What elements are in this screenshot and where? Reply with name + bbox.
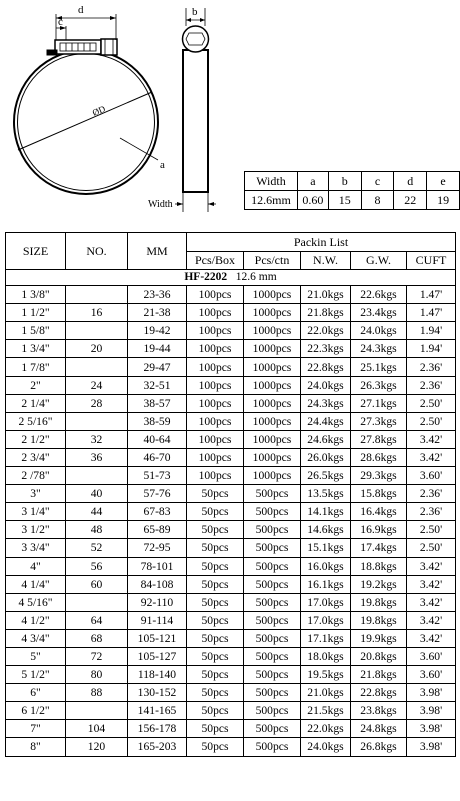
cell-nw: 19.5kgs [301,666,351,684]
cell-size: 2" [6,376,66,394]
cell-no: 32 [66,430,128,448]
cell-no: 68 [66,629,128,647]
dim-value: 12.6mm [245,191,298,210]
table-row [6,467,456,485]
table-row [6,340,456,358]
cell-mm: 92-110 [128,593,187,611]
table-row [6,539,456,557]
cell-nw: 22.3kgs [301,340,351,358]
cell-nw: 24.4kgs [301,412,351,430]
column-group-packing-list: Packin List [187,233,456,252]
cell-nw: 26.0kgs [301,448,351,466]
cell-size: 4 1/4" [6,575,66,593]
label-width: Width [148,199,173,210]
clamp-side-view [183,50,208,192]
cell-cuft: 2.50' [407,539,456,557]
table-row [6,412,456,430]
cell-nw: 21.5kgs [301,702,351,720]
cell-size: 6 1/2" [6,702,66,720]
cell-pcs-box: 50pcs [187,720,244,738]
column-header-pcs-box: Pcs/Box [187,252,244,270]
table-row [6,666,456,684]
cell-pcs-ctn: 500pcs [244,593,301,611]
dim-header: a [297,172,328,191]
cell-pcs-ctn: 500pcs [244,738,301,756]
label-d: d [78,4,84,16]
cell-no: 88 [66,684,128,702]
cell-cuft: 2.36' [407,358,456,376]
cell-gw: 20.8kgs [351,647,407,665]
column-header-size: SIZE [6,233,66,270]
cell-mm: 78-101 [128,557,187,575]
cell-pcs-ctn: 1000pcs [244,412,301,430]
cell-cuft: 2.36' [407,376,456,394]
cell-cuft: 3.98' [407,684,456,702]
cell-size: 6" [6,684,66,702]
cell-mm: 57-76 [128,485,187,503]
cell-mm: 67-83 [128,503,187,521]
cell-size: 4 1/2" [6,611,66,629]
cell-mm: 32-51 [128,376,187,394]
cell-nw: 13.5kgs [301,485,351,503]
cell-no [66,702,128,720]
cell-pcs-box: 100pcs [187,376,244,394]
cell-pcs-box: 50pcs [187,485,244,503]
cell-nw: 17.0kgs [301,611,351,629]
cell-nw: 24.6kgs [301,430,351,448]
cell-cuft: 2.36' [407,503,456,521]
cell-no: 72 [66,647,128,665]
screw-head [101,39,117,55]
table-row [6,430,456,448]
cell-pcs-ctn: 500pcs [244,647,301,665]
cell-cuft: 2.50' [407,521,456,539]
cell-pcs-box: 50pcs [187,539,244,557]
table-row [6,503,456,521]
table-row [6,448,456,466]
cell-pcs-ctn: 1000pcs [244,304,301,322]
cell-nw: 26.5kgs [301,467,351,485]
table-row [6,738,456,756]
label-a: a [160,159,165,171]
table-row [6,376,456,394]
cell-no: 48 [66,521,128,539]
cell-gw: 22.6kgs [351,286,407,304]
cell-pcs-box: 50pcs [187,503,244,521]
cell-size: 2 1/4" [6,394,66,412]
dimensions-value-row [245,191,460,210]
model-width: 12.6 mm [235,271,277,284]
cell-gw: 23.8kgs [351,702,407,720]
cell-pcs-ctn: 1000pcs [244,340,301,358]
cell-nw: 14.6kgs [301,521,351,539]
cell-nw: 24.0kgs [301,376,351,394]
column-header-gw: G.W. [351,252,407,270]
cell-pcs-box: 100pcs [187,394,244,412]
table-row [6,629,456,647]
packing-table-body [6,270,456,756]
cell-no: 80 [66,666,128,684]
cell-mm: 156-178 [128,720,187,738]
cell-cuft: 3.98' [407,702,456,720]
model-name: HF-2202 [184,271,228,284]
cell-gw: 27.8kgs [351,430,407,448]
dim-header: e [427,172,460,191]
cell-pcs-box: 50pcs [187,521,244,539]
model-row [6,270,456,286]
cell-gw: 19.9kgs [351,629,407,647]
cell-pcs-ctn: 500pcs [244,611,301,629]
column-header-cuft: CUFT [407,252,456,270]
cell-mm: 72-95 [128,539,187,557]
cell-mm: 38-59 [128,412,187,430]
cell-pcs-box: 50pcs [187,629,244,647]
cell-size: 5 1/2" [6,666,66,684]
cell-pcs-ctn: 1000pcs [244,322,301,340]
cell-size: 3 3/4" [6,539,66,557]
cell-mm: 65-89 [128,521,187,539]
cell-size: 1 1/2" [6,304,66,322]
cell-no: 36 [66,448,128,466]
cell-gw: 16.9kgs [351,521,407,539]
column-header-pcs-ctn: Pcs/ctn [244,252,301,270]
cell-cuft: 2.36' [407,485,456,503]
table-row [6,611,456,629]
column-header-nw: N.W. [301,252,351,270]
cell-nw: 18.0kgs [301,647,351,665]
cell-no: 20 [66,340,128,358]
label-b: b [192,6,198,18]
cell-gw: 24.0kgs [351,322,407,340]
cell-nw: 22.0kgs [301,720,351,738]
table-row [6,485,456,503]
cell-pcs-ctn: 1000pcs [244,376,301,394]
dim-value: 0.60 [297,191,328,210]
cell-pcs-box: 50pcs [187,666,244,684]
cell-pcs-box: 100pcs [187,448,244,466]
cell-pcs-box: 50pcs [187,575,244,593]
table-row [6,521,456,539]
cell-mm: 19-42 [128,322,187,340]
cell-mm: 165-203 [128,738,187,756]
cell-gw: 19.8kgs [351,593,407,611]
cell-mm: 23-36 [128,286,187,304]
cell-no: 104 [66,720,128,738]
table-row [6,358,456,376]
cell-mm: 130-152 [128,684,187,702]
cell-gw: 19.8kgs [351,611,407,629]
cell-cuft: 1.47' [407,304,456,322]
table-row [6,557,456,575]
table-row [6,684,456,702]
cell-gw: 26.3kgs [351,376,407,394]
cell-size: 1 3/4" [6,340,66,358]
dim-value: 8 [361,191,394,210]
cell-pcs-ctn: 500pcs [244,666,301,684]
cell-cuft: 3.42' [407,575,456,593]
cell-cuft: 3.60' [407,666,456,684]
dim-header: c [361,172,394,191]
diameter-line [18,92,152,150]
table-row [6,286,456,304]
cell-size: 3" [6,485,66,503]
cell-no: 64 [66,611,128,629]
cell-pcs-ctn: 500pcs [244,521,301,539]
cell-size: 3 1/4" [6,503,66,521]
cell-pcs-ctn: 500pcs [244,539,301,557]
cell-nw: 21.0kgs [301,286,351,304]
cell-cuft: 1.94' [407,322,456,340]
cell-pcs-ctn: 500pcs [244,702,301,720]
cell-gw: 16.4kgs [351,503,407,521]
dim-value: 22 [394,191,427,210]
cell-pcs-ctn: 1000pcs [244,430,301,448]
table-row [6,394,456,412]
dimensions-table [244,171,460,210]
cell-pcs-ctn: 1000pcs [244,358,301,376]
cell-no: 28 [66,394,128,412]
packing-table [5,232,456,757]
dim-header: d [394,172,427,191]
table-row [6,720,456,738]
cell-nw: 17.0kgs [301,593,351,611]
column-header-mm: MM [128,233,187,270]
cell-pcs-ctn: 500pcs [244,575,301,593]
table-row [6,593,456,611]
cell-size: 4" [6,557,66,575]
cell-pcs-ctn: 500pcs [244,720,301,738]
cell-mm: 46-70 [128,448,187,466]
cell-size: 4 3/4" [6,629,66,647]
cell-cuft: 3.42' [407,629,456,647]
cell-pcs-ctn: 500pcs [244,503,301,521]
cell-mm: 141-165 [128,702,187,720]
cell-gw: 21.8kgs [351,666,407,684]
cell-pcs-box: 50pcs [187,593,244,611]
cell-mm: 118-140 [128,666,187,684]
cell-gw: 27.3kgs [351,412,407,430]
cell-pcs-box: 50pcs [187,702,244,720]
label-c: c [58,16,63,28]
cell-pcs-box: 100pcs [187,340,244,358]
cell-nw: 14.1kgs [301,503,351,521]
cell-size: 7" [6,720,66,738]
cell-pcs-box: 100pcs [187,286,244,304]
cell-cuft: 3.98' [407,720,456,738]
cell-gw: 17.4kgs [351,539,407,557]
cell-pcs-box: 50pcs [187,684,244,702]
cell-pcs-box: 100pcs [187,430,244,448]
cell-nw: 16.0kgs [301,557,351,575]
cell-size: 3 1/2" [6,521,66,539]
clamp-band-inner [18,54,155,191]
cell-no: 60 [66,575,128,593]
column-header-no: NO. [66,233,128,270]
cell-pcs-box: 100pcs [187,467,244,485]
cell-mm: 40-64 [128,430,187,448]
cell-pcs-box: 50pcs [187,611,244,629]
cell-gw: 24.8kgs [351,720,407,738]
cell-cuft: 1.47' [407,286,456,304]
cell-no [66,593,128,611]
dim-value: 15 [328,191,361,210]
cell-cuft: 3.42' [407,611,456,629]
cell-nw: 22.8kgs [301,358,351,376]
dimensions-header-row [245,172,460,191]
cell-size: 8" [6,738,66,756]
cell-pcs-ctn: 500pcs [244,629,301,647]
cell-gw: 26.8kgs [351,738,407,756]
cell-pcs-ctn: 1000pcs [244,286,301,304]
cell-nw: 16.1kgs [301,575,351,593]
cell-mm: 105-121 [128,629,187,647]
cell-cuft: 1.94' [407,340,456,358]
model-cell [6,270,456,286]
label-diameter: ØD [90,103,107,118]
cell-no: 44 [66,503,128,521]
table-row [6,575,456,593]
cell-gw: 25.1kgs [351,358,407,376]
cell-pcs-box: 50pcs [187,738,244,756]
cell-size: 2 3/4" [6,448,66,466]
cell-cuft: 3.98' [407,738,456,756]
cell-mm: 91-114 [128,611,187,629]
dim-value: 19 [427,191,460,210]
cell-nw: 24.0kgs [301,738,351,756]
table-row [6,304,456,322]
cell-no: 16 [66,304,128,322]
cell-size: 4 5/16" [6,593,66,611]
cell-pcs-box: 100pcs [187,358,244,376]
cell-cuft: 3.42' [407,448,456,466]
cell-mm: 21-38 [128,304,187,322]
table-row [6,322,456,340]
cell-nw: 24.3kgs [301,394,351,412]
table-row [6,702,456,720]
cell-pcs-ctn: 1000pcs [244,448,301,466]
cell-cuft: 3.42' [407,430,456,448]
cell-pcs-ctn: 500pcs [244,485,301,503]
cell-cuft: 2.50' [407,394,456,412]
cell-gw: 19.2kgs [351,575,407,593]
cell-cuft: 3.42' [407,557,456,575]
cell-pcs-box: 100pcs [187,322,244,340]
cell-size: 1 7/8" [6,358,66,376]
dim-header: Width [245,172,298,191]
cell-mm: 19-44 [128,340,187,358]
cell-size: 2 /78" [6,467,66,485]
cell-gw: 27.1kgs [351,394,407,412]
cell-mm: 38-57 [128,394,187,412]
cell-pcs-box: 100pcs [187,304,244,322]
cell-size: 1 3/8" [6,286,66,304]
cell-gw: 29.3kgs [351,467,407,485]
cell-gw: 18.8kgs [351,557,407,575]
cell-pcs-box: 50pcs [187,647,244,665]
cell-mm: 51-73 [128,467,187,485]
cell-cuft: 3.60' [407,647,456,665]
cell-size: 1 5/8" [6,322,66,340]
cell-gw: 23.4kgs [351,304,407,322]
cell-no [66,412,128,430]
cell-nw: 21.0kgs [301,684,351,702]
cell-gw: 22.8kgs [351,684,407,702]
cell-size: 2 1/2" [6,430,66,448]
cell-no: 56 [66,557,128,575]
cell-no [66,467,128,485]
cell-pcs-ctn: 500pcs [244,557,301,575]
cell-size: 5" [6,647,66,665]
cell-no: 52 [66,539,128,557]
cell-no: 120 [66,738,128,756]
cell-mm: 105-127 [128,647,187,665]
cell-gw: 15.8kgs [351,485,407,503]
dim-header: b [328,172,361,191]
cell-cuft: 2.50' [407,412,456,430]
cell-no [66,358,128,376]
cell-no [66,286,128,304]
cell-nw: 21.8kgs [301,304,351,322]
cell-mm: 29-47 [128,358,187,376]
cell-pcs-ctn: 1000pcs [244,394,301,412]
cell-size: 2 5/16" [6,412,66,430]
cell-no: 40 [66,485,128,503]
cell-gw: 28.6kgs [351,448,407,466]
cell-cuft: 3.60' [407,467,456,485]
cell-pcs-ctn: 500pcs [244,684,301,702]
clamp-band-outer [14,50,158,194]
cell-mm: 84-108 [128,575,187,593]
cell-pcs-ctn: 1000pcs [244,467,301,485]
cell-no [66,322,128,340]
cell-gw: 24.3kgs [351,340,407,358]
cell-nw: 17.1kgs [301,629,351,647]
table-row [6,647,456,665]
cell-nw: 15.1kgs [301,539,351,557]
cell-cuft: 3.42' [407,593,456,611]
cell-pcs-box: 50pcs [187,557,244,575]
cell-nw: 22.0kgs [301,322,351,340]
cell-pcs-box: 100pcs [187,412,244,430]
cell-no: 24 [66,376,128,394]
